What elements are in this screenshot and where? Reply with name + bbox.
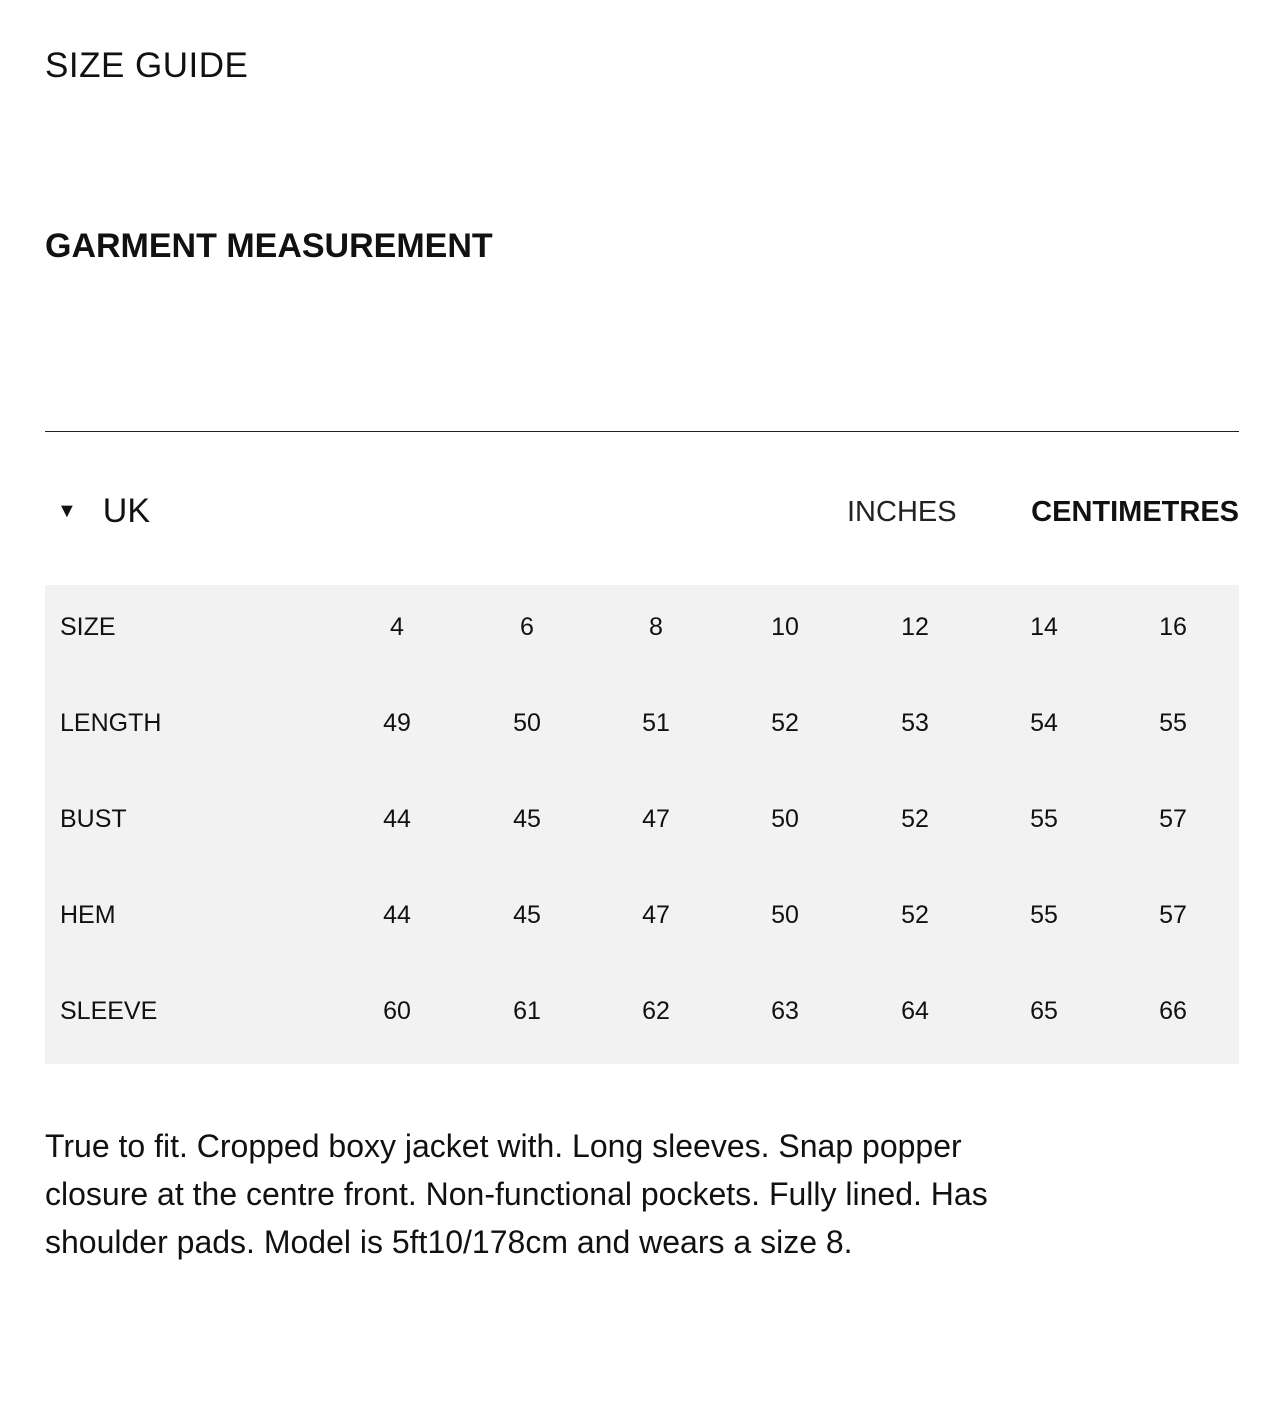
row-header: BUST	[60, 805, 127, 833]
table-cell: 47	[642, 901, 670, 929]
table-cell: 50	[513, 709, 541, 737]
table-cell: 10	[771, 613, 799, 641]
table-cell: 49	[383, 709, 411, 737]
row-header: SIZE	[60, 613, 116, 641]
table-cell: 8	[649, 613, 663, 641]
table-cell: 55	[1159, 709, 1187, 737]
table-row	[45, 777, 1239, 873]
table-cell: 44	[383, 901, 411, 929]
row-header: LENGTH	[60, 709, 162, 737]
size-table	[45, 585, 1239, 1064]
table-cell: 44	[383, 805, 411, 833]
row-header: SLEEVE	[60, 997, 158, 1025]
table-cell: 55	[1030, 901, 1058, 929]
region-dropdown[interactable]	[57, 492, 150, 531]
table-cell: 52	[901, 805, 929, 833]
table-cell: 61	[513, 997, 541, 1025]
table-cell: 63	[771, 997, 799, 1025]
table-cell: 66	[1159, 997, 1187, 1025]
table-cell: 6	[520, 613, 534, 641]
table-cell: 53	[901, 709, 929, 737]
table-cell: 52	[901, 901, 929, 929]
table-row	[45, 585, 1239, 681]
page-title: SIZE GUIDE	[45, 46, 249, 85]
table-cell: 12	[901, 613, 929, 641]
product-description: True to fit. Cropped boxy jacket with. Long sleeves. Snap popper closure at the centre front. Non-functional pockets. Fully lined. Has shoulder pads. Model is 5ft10/178cm and wears a size 8.	[45, 1128, 988, 1260]
table-cell: 57	[1159, 901, 1187, 929]
table-cell: 65	[1030, 997, 1058, 1025]
table-cell: 47	[642, 805, 670, 833]
table-row	[45, 969, 1239, 1065]
table-cell: 64	[901, 997, 929, 1025]
table-cell: 52	[771, 709, 799, 737]
table-cell: 16	[1159, 613, 1187, 641]
table-cell: 50	[771, 901, 799, 929]
table-cell: 62	[642, 997, 670, 1025]
region-label: UK	[102, 492, 151, 530]
table-cell: 55	[1030, 805, 1058, 833]
unit-centimetres-toggle[interactable]: CENTIMETRES	[1031, 496, 1239, 528]
table-cell: 50	[771, 805, 799, 833]
table-cell: 45	[513, 901, 541, 929]
table-row	[45, 681, 1239, 777]
table-cell: 14	[1030, 613, 1058, 641]
unit-inches-toggle[interactable]: INCHES	[847, 496, 957, 528]
triangle-down-icon: ▼	[57, 500, 77, 522]
table-row	[45, 873, 1239, 969]
section-title: GARMENT MEASUREMENT	[45, 227, 493, 265]
row-header: HEM	[60, 901, 116, 929]
table-cell: 54	[1030, 709, 1058, 737]
table-cell: 4	[390, 613, 404, 641]
divider	[45, 431, 1239, 432]
table-cell: 60	[383, 997, 411, 1025]
table-cell: 57	[1159, 805, 1187, 833]
table-cell: 45	[513, 805, 541, 833]
table-cell: 51	[642, 709, 670, 737]
